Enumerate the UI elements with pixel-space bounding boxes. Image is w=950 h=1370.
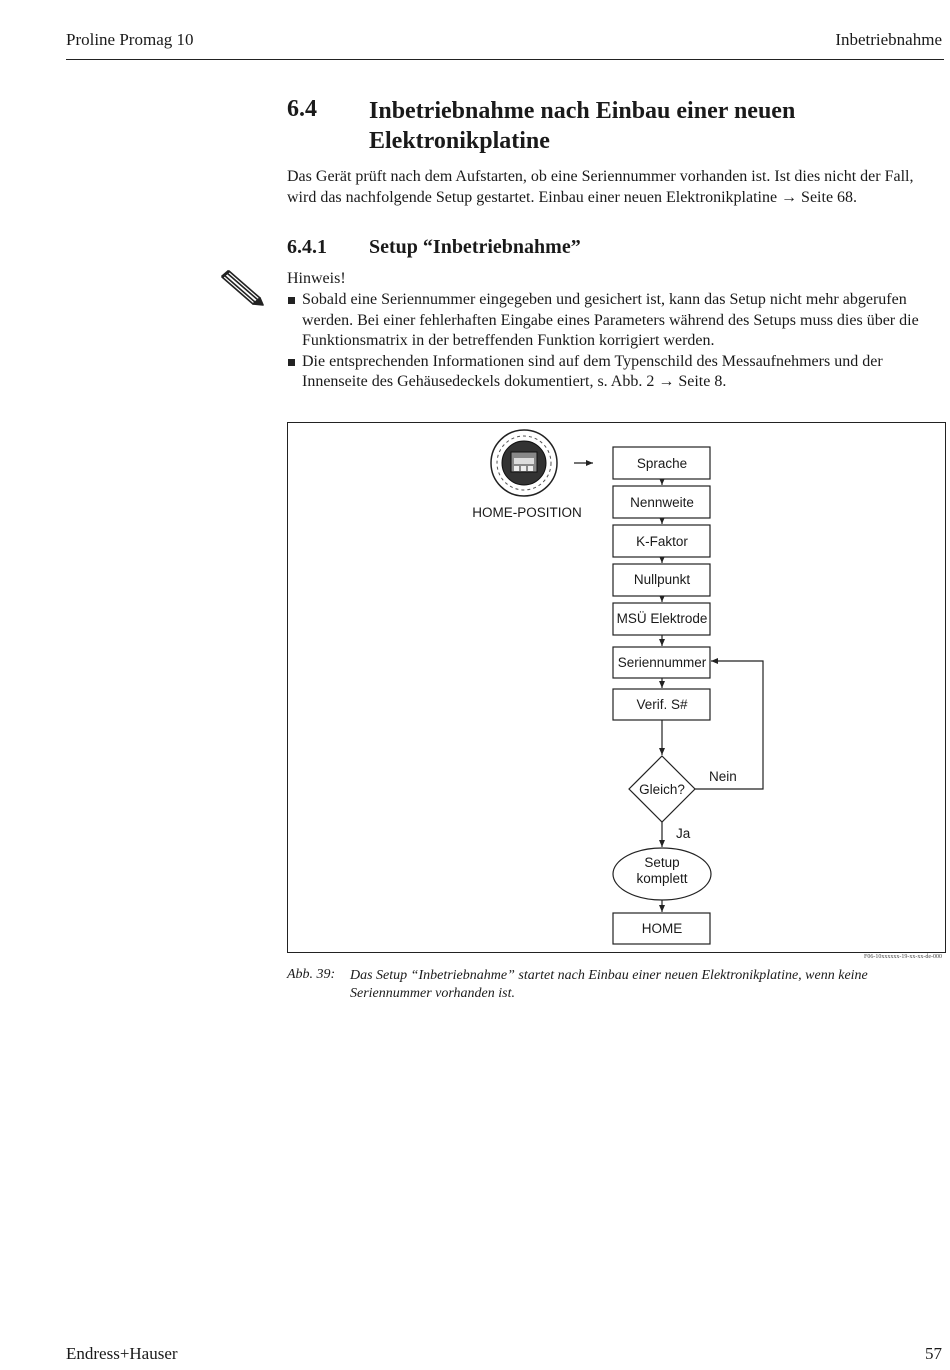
- step-k-faktor: K-Faktor: [636, 534, 688, 549]
- final-home: HOME: [641, 921, 683, 936]
- note-label: Hinweis!: [287, 270, 346, 287]
- decision-label: Gleich?: [639, 782, 685, 797]
- list-item: [287, 352, 947, 393]
- figure-id: F06-10xxxxxx-19-xx-xx-de-000: [864, 954, 942, 960]
- caption-label: Abb. 39:: [287, 967, 336, 982]
- step-nennweite: Nennweite: [630, 495, 694, 510]
- step-verif: Verif. S#: [636, 697, 688, 712]
- list-item: [287, 290, 947, 352]
- subsection-number: 6.4.1: [287, 236, 327, 258]
- header-chapter: Inbetriebnahme: [835, 30, 942, 49]
- step-sprache: Sprache: [636, 456, 688, 471]
- page-number: 57: [925, 1344, 942, 1363]
- bullet-icon: [288, 359, 295, 366]
- section-title: Inbetriebnahme nach Einbau einer neuen Elektronikplatine: [369, 98, 796, 154]
- step-nullpunkt: Nullpunkt: [633, 572, 691, 587]
- no-branch-label: Nein: [709, 769, 737, 784]
- step-msue-elektrode: MSÜ Elektrode: [616, 611, 708, 626]
- header-divider: [66, 59, 944, 60]
- home-position-label: HOME-POSITION: [472, 505, 582, 520]
- list-item-text: Die entsprechenden Informationen sind auf dem Typenschild des Messaufnehmers und der Innenseite des Gehäusedeckels dokumentiert, s. Abb. 2 → Seite 8.: [302, 352, 883, 390]
- list-item-text: Sobald eine Seriennummer eingegeben und gesichert ist, kann das Setup nicht mehr abgerufen werden. Bei einer fehlerhaften Eingabe eines Parameters während des Setups muss dies über die Funktionsmatrix in der betreffenden Funktion korrigiert werden.: [302, 291, 919, 349]
- end-label-line2: komplett: [636, 871, 688, 886]
- device-display-icon: [491, 430, 557, 496]
- setup-flowchart: [287, 422, 947, 954]
- note-list: [287, 290, 947, 393]
- pencil-icon: [218, 268, 264, 306]
- intro-paragraph: Das Gerät prüft nach dem Aufstarten, ob eine Seriennummer vorhanden ist. Ist dies nicht der Fall, wird das nachfolgende Setup gestartet. Einbau einer neuen Elektronikplatine → Seite 68.: [287, 168, 914, 206]
- caption-text: Das Setup “Inbetriebnahme” startet nach Einbau einer neuen Elektronikplatine, wenn keine Seriennummer vorhanden ist.: [350, 968, 868, 1001]
- end-label-line1: Setup: [644, 855, 680, 870]
- footer-company: Endress+Hauser: [66, 1344, 178, 1363]
- yes-branch-label: Ja: [676, 826, 691, 841]
- section-number: 6.4: [287, 96, 317, 122]
- subsection-title: Setup “Inbetriebnahme”: [369, 236, 581, 258]
- bullet-icon: [288, 297, 295, 304]
- step-seriennummer: Seriennummer: [617, 655, 707, 670]
- header-product: Proline Promag 10: [66, 30, 194, 49]
